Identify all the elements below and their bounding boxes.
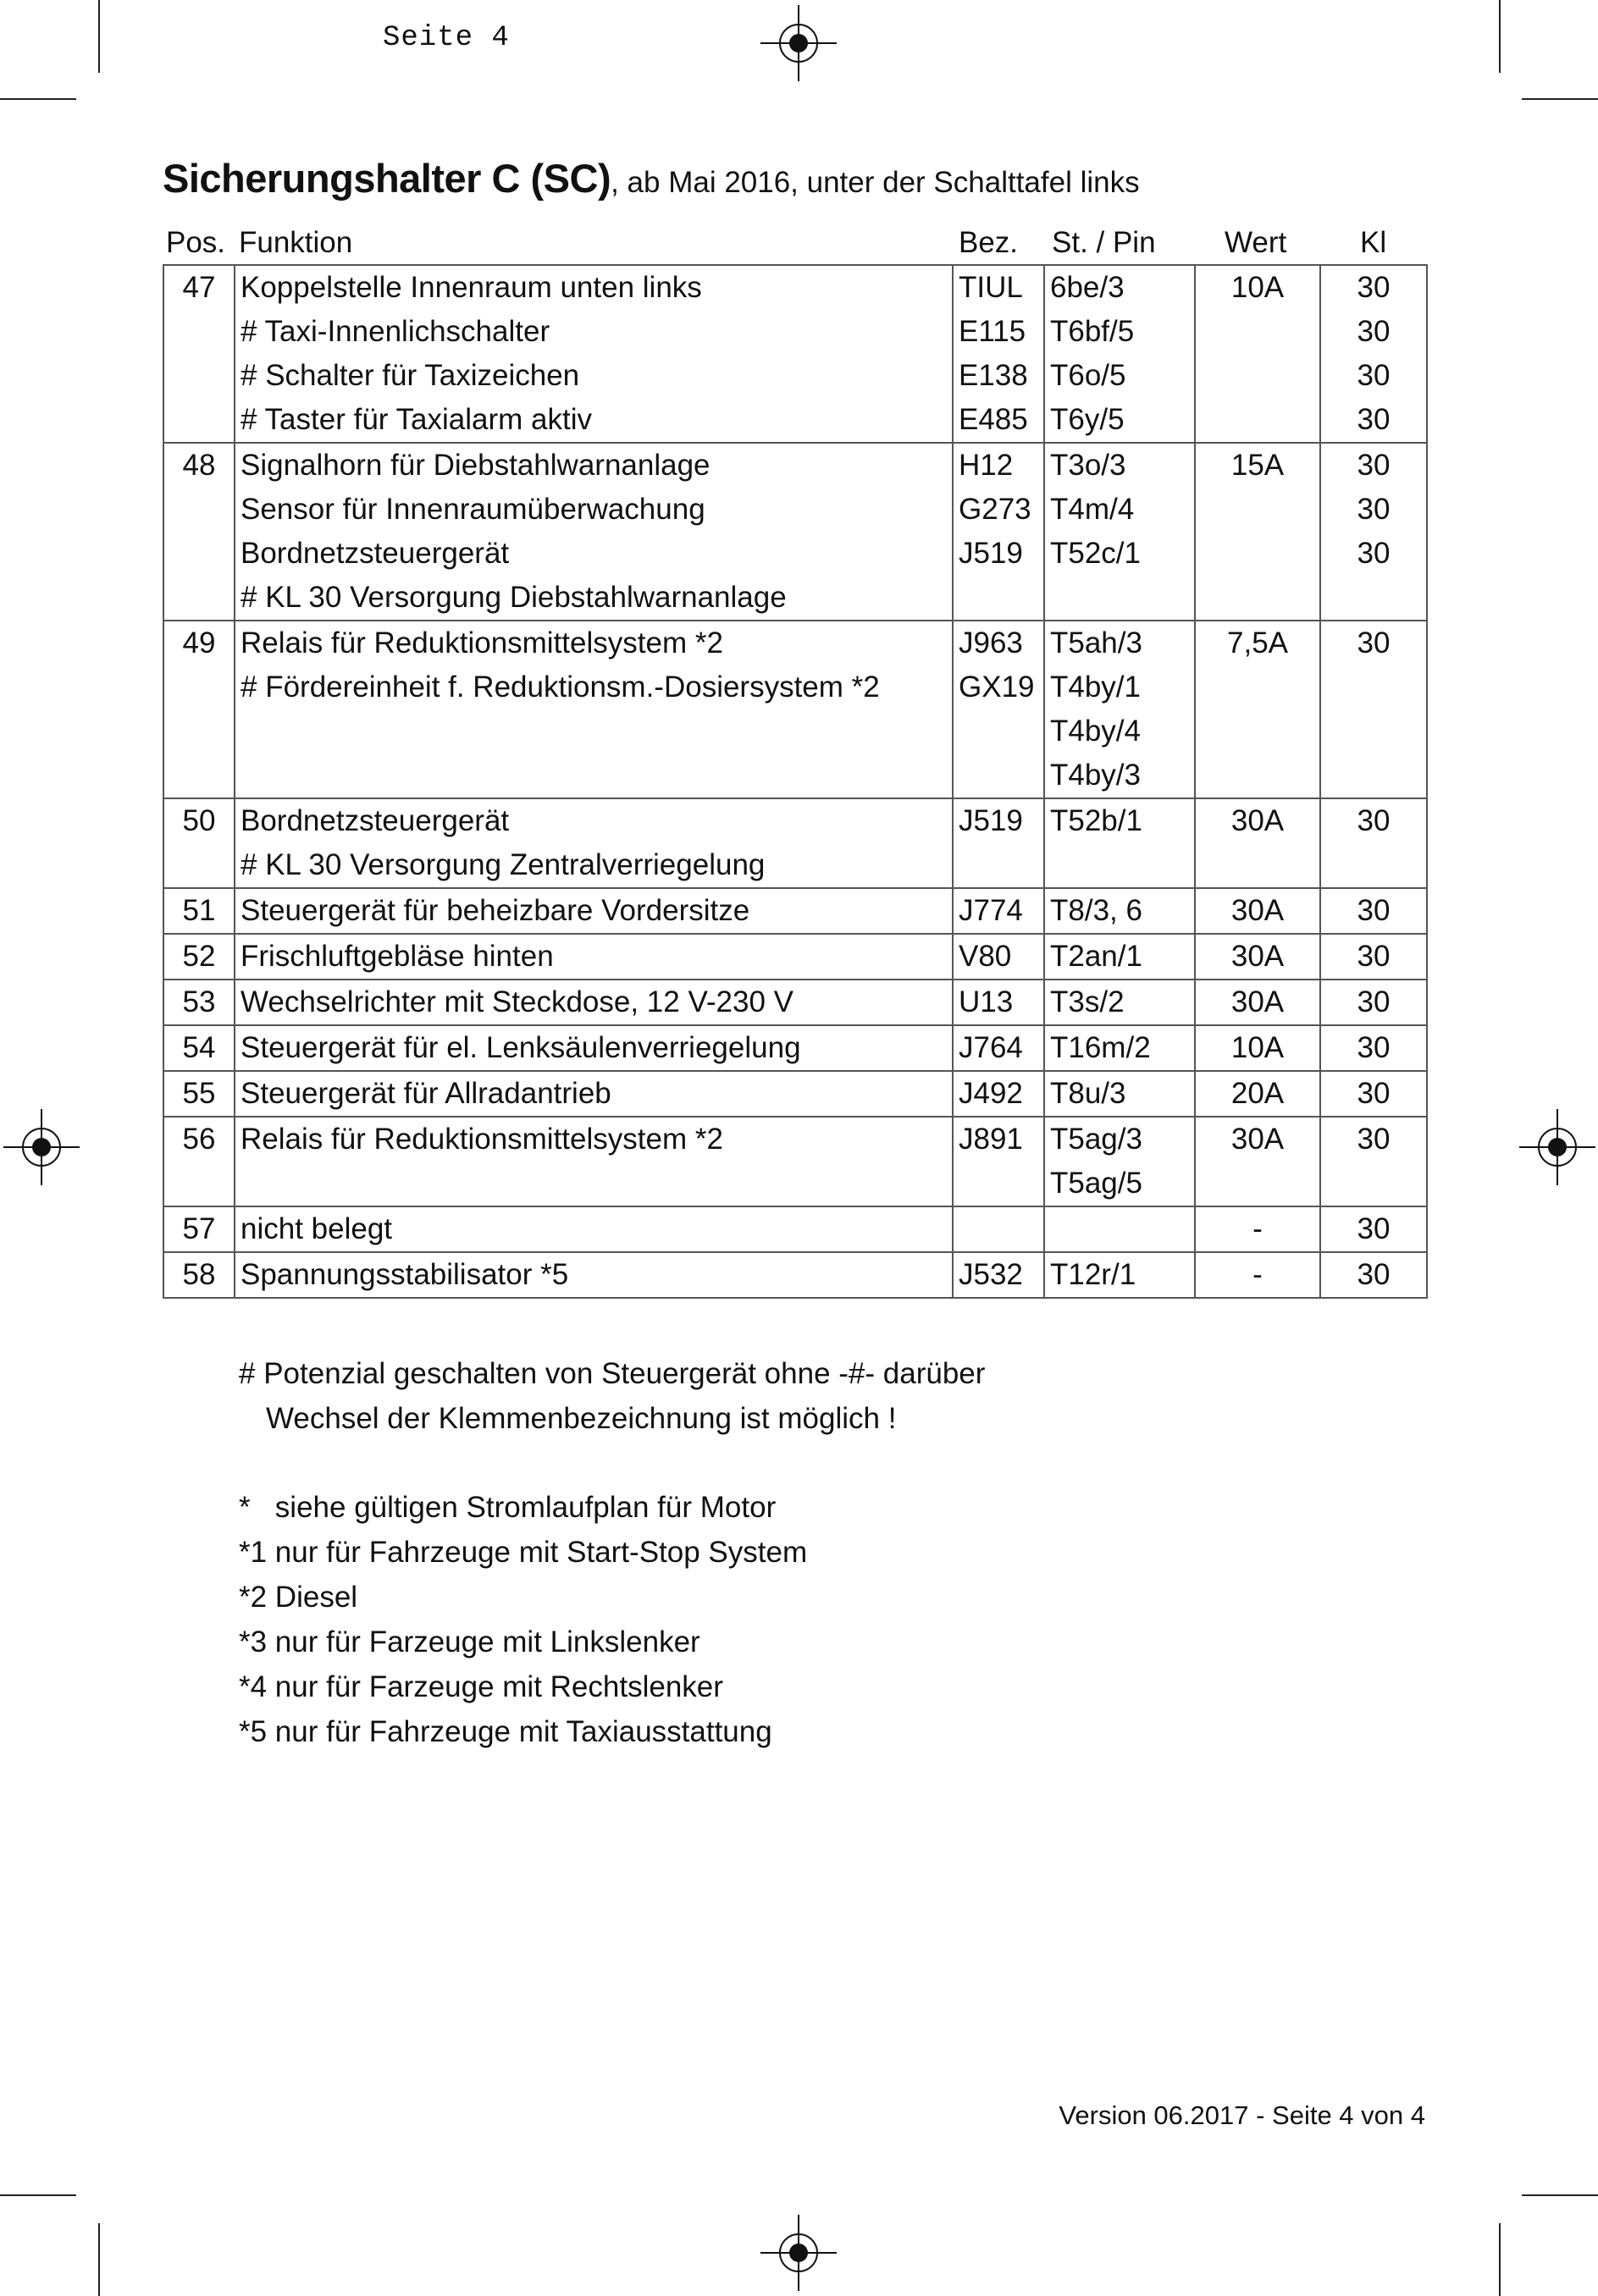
cell-pos: 56: [163, 1117, 235, 1162]
registration-mark-icon: [760, 5, 837, 81]
registration-mark-icon: [3, 1109, 80, 1185]
cell-bez: [953, 843, 1044, 888]
cell-kl: 30: [1320, 398, 1427, 443]
column-header-kl: Kl: [1360, 226, 1387, 259]
column-header-pos: Pos.: [166, 226, 226, 259]
cell-pin: [1044, 576, 1195, 621]
registration-mark-icon: [1519, 1109, 1595, 1185]
cell-pin: T12r/1: [1044, 1252, 1195, 1298]
cell-kl: 30: [1320, 310, 1427, 354]
footnote: *5 nur für Fahrzeuge mit Taxiausstattung: [239, 1715, 772, 1748]
cell-pos: 53: [163, 980, 235, 1025]
cell-funktion: [235, 709, 953, 753]
cell-kl: 30: [1320, 265, 1427, 310]
cell-pos: [163, 354, 235, 398]
cell-funktion: Steuergerät für beheizbare Vordersitze: [235, 888, 953, 934]
table-row: [163, 798, 1427, 843]
crop-mark: [1522, 98, 1598, 100]
cell-bez: J963: [953, 621, 1044, 665]
title-sub: , ab Mai 2016, unter der Schalttafel links: [611, 166, 1140, 199]
cell-pin: T52c/1: [1044, 532, 1195, 576]
cell-funktion: Wechselrichter mit Steckdose, 12 V-230 V: [235, 980, 953, 1025]
cell-pin: T4by/4: [1044, 709, 1195, 753]
cell-pos: [163, 576, 235, 621]
footnote: *1 nur für Fahrzeuge mit Start-Stop System: [239, 1536, 808, 1569]
cell-pin: T3o/3: [1044, 443, 1195, 488]
cell-wert: 10A: [1195, 265, 1320, 310]
cell-bez: U13: [953, 980, 1044, 1025]
cell-pos: [163, 488, 235, 532]
cell-pin: T6y/5: [1044, 398, 1195, 443]
cell-pos: 48: [163, 443, 235, 488]
cell-kl: 30: [1320, 1071, 1427, 1117]
page-header: Seite 4: [383, 22, 510, 54]
cell-pos: [163, 1162, 235, 1206]
cell-wert: 7,5A: [1195, 621, 1320, 665]
cell-kl: 30: [1320, 1025, 1427, 1071]
table-row: [163, 621, 1427, 665]
crop-mark: [98, 0, 100, 73]
cell-bez: H12: [953, 443, 1044, 488]
table-row: [163, 265, 1427, 310]
cell-funktion: # Fördereinheit f. Reduktionsm.-Dosiersystem *2: [235, 665, 953, 709]
cell-funktion: # Schalter für Taxizeichen: [235, 354, 953, 398]
cell-pos: 51: [163, 888, 235, 934]
cell-wert: [1195, 576, 1320, 621]
cell-kl: 30: [1320, 488, 1427, 532]
cell-bez: [953, 1206, 1044, 1252]
cell-pin: 6be/3: [1044, 265, 1195, 310]
table-row: [163, 709, 1427, 753]
cell-wert: 30A: [1195, 1117, 1320, 1162]
column-header-pin: St. / Pin: [1052, 226, 1156, 259]
registration-mark-icon: [760, 2215, 837, 2291]
cell-wert: -: [1195, 1206, 1320, 1252]
footnote: *3 nur für Farzeuge mit Linkslenker: [239, 1625, 700, 1659]
cell-pin: [1044, 843, 1195, 888]
table-row: [163, 443, 1427, 488]
cell-funktion: Signalhorn für Diebstahlwarnanlage: [235, 443, 953, 488]
cell-wert: 30A: [1195, 888, 1320, 934]
cell-bez: [953, 753, 1044, 798]
cell-bez: J774: [953, 888, 1044, 934]
cell-funktion: # Taxi-Innenlichschalter: [235, 310, 953, 354]
cell-kl: 30: [1320, 934, 1427, 980]
cell-bez: G273: [953, 488, 1044, 532]
cell-pin: T5ag/5: [1044, 1162, 1195, 1206]
table-row: [163, 398, 1427, 443]
cell-wert: [1195, 398, 1320, 443]
cell-pin: T52b/1: [1044, 798, 1195, 843]
cell-pin: T8/3, 6: [1044, 888, 1195, 934]
cell-pin: T6o/5: [1044, 354, 1195, 398]
cell-wert: 30A: [1195, 980, 1320, 1025]
cell-pin: [1044, 1206, 1195, 1252]
cell-bez: J532: [953, 1252, 1044, 1298]
cell-kl: [1320, 753, 1427, 798]
cell-wert: -: [1195, 1252, 1320, 1298]
cell-funktion: nicht belegt: [235, 1206, 953, 1252]
cell-funktion: Frischluftgebläse hinten: [235, 934, 953, 980]
footnotes: [239, 1485, 807, 1754]
cell-kl: [1320, 1162, 1427, 1206]
cell-pos: 49: [163, 621, 235, 665]
crop-mark: [1499, 2223, 1501, 2296]
cell-pos: 55: [163, 1071, 235, 1117]
cell-bez: J764: [953, 1025, 1044, 1071]
table-row: [163, 488, 1427, 532]
cell-funktion: # KL 30 Versorgung Zentralverriegelung: [235, 843, 953, 888]
crop-mark: [0, 2194, 76, 2196]
cell-funktion: [235, 1162, 953, 1206]
table-row: [163, 576, 1427, 621]
cell-wert: 15A: [1195, 443, 1320, 488]
cell-bez: J492: [953, 1071, 1044, 1117]
cell-funktion: Sensor für Innenraumüberwachung: [235, 488, 953, 532]
table-row: [163, 1025, 1427, 1071]
cell-kl: [1320, 665, 1427, 709]
fuse-table: [163, 264, 1428, 1299]
cell-kl: 30: [1320, 798, 1427, 843]
cell-kl: 30: [1320, 443, 1427, 488]
cell-wert: [1195, 310, 1320, 354]
cell-wert: [1195, 1162, 1320, 1206]
table-row: [163, 980, 1427, 1025]
column-header-funktion: Funktion: [239, 226, 353, 259]
footnote: *4 nur für Farzeuge mit Rechtslenker: [239, 1670, 723, 1703]
cell-pos: [163, 532, 235, 576]
cell-pos: 54: [163, 1025, 235, 1071]
cell-funktion: Steuergerät für Allradantrieb: [235, 1071, 953, 1117]
cell-bez: J519: [953, 532, 1044, 576]
crop-mark: [98, 2223, 100, 2296]
cell-bez: J891: [953, 1117, 1044, 1162]
table-row: [163, 665, 1427, 709]
table-row: [163, 354, 1427, 398]
footnote: *2 Diesel: [239, 1581, 358, 1614]
cell-funktion: [235, 753, 953, 798]
table-row: [163, 1117, 1427, 1162]
cell-pin: T4m/4: [1044, 488, 1195, 532]
cell-wert: 30A: [1195, 934, 1320, 980]
cell-pos: [163, 310, 235, 354]
cell-bez: [953, 709, 1044, 753]
cell-pos: 47: [163, 265, 235, 310]
cell-pin: T2an/1: [1044, 934, 1195, 980]
page-title: [163, 155, 1140, 201]
cell-wert: 30A: [1195, 798, 1320, 843]
table-row: [163, 888, 1427, 934]
table-row: [163, 1071, 1427, 1117]
cell-bez: V80: [953, 934, 1044, 980]
cell-wert: [1195, 843, 1320, 888]
cell-kl: [1320, 709, 1427, 753]
crop-mark: [0, 98, 76, 100]
cell-wert: [1195, 488, 1320, 532]
cell-funktion: Bordnetzsteuergerät: [235, 532, 953, 576]
table-row: [163, 1252, 1427, 1298]
cell-pin: T6bf/5: [1044, 310, 1195, 354]
cell-pos: 57: [163, 1206, 235, 1252]
cell-wert: 20A: [1195, 1071, 1320, 1117]
cell-kl: 30: [1320, 1117, 1427, 1162]
table-row: [163, 843, 1427, 888]
cell-kl: 30: [1320, 354, 1427, 398]
cell-bez: J519: [953, 798, 1044, 843]
notes: [239, 1351, 985, 1441]
table-row: [163, 310, 1427, 354]
cell-bez: [953, 576, 1044, 621]
cell-bez: E138: [953, 354, 1044, 398]
cell-pos: 52: [163, 934, 235, 980]
cell-wert: [1195, 532, 1320, 576]
cell-pin: T5ag/3: [1044, 1117, 1195, 1162]
cell-pos: [163, 398, 235, 443]
cell-kl: 30: [1320, 1206, 1427, 1252]
cell-bez: GX19: [953, 665, 1044, 709]
column-header-bez: Bez.: [959, 226, 1019, 259]
cell-bez: E485: [953, 398, 1044, 443]
cell-funktion: Steuergerät für el. Lenksäulenverriegelung: [235, 1025, 953, 1071]
cell-funktion: Spannungsstabilisator *5: [235, 1252, 953, 1298]
cell-funktion: # Taster für Taxialarm aktiv: [235, 398, 953, 443]
cell-kl: [1320, 843, 1427, 888]
cell-funktion: Koppelstelle Innenraum unten links: [235, 265, 953, 310]
title-main: Sicherungshalter C (SC): [163, 156, 611, 201]
cell-pin: T4by/3: [1044, 753, 1195, 798]
cell-funktion: Bordnetzsteuergerät: [235, 798, 953, 843]
cell-pos: 50: [163, 798, 235, 843]
cell-funktion: Relais für Reduktionsmittelsystem *2: [235, 1117, 953, 1162]
crop-mark: [1499, 0, 1501, 73]
cell-kl: [1320, 576, 1427, 621]
column-header-wert: Wert: [1225, 226, 1287, 259]
cell-pin: T8u/3: [1044, 1071, 1195, 1117]
cell-kl: 30: [1320, 621, 1427, 665]
cell-bez: [953, 1162, 1044, 1206]
cell-bez: E115: [953, 310, 1044, 354]
cell-wert: 10A: [1195, 1025, 1320, 1071]
cell-pos: [163, 709, 235, 753]
cell-kl: 30: [1320, 888, 1427, 934]
cell-wert: [1195, 709, 1320, 753]
cell-kl: 30: [1320, 1252, 1427, 1298]
cell-pos: [163, 753, 235, 798]
cell-pos: [163, 843, 235, 888]
version-footer: Version 06.2017 - Seite 4 von 4: [1059, 2100, 1425, 2130]
cell-pin: T4by/1: [1044, 665, 1195, 709]
cell-wert: [1195, 753, 1320, 798]
cell-kl: 30: [1320, 980, 1427, 1025]
table-row: [163, 1206, 1427, 1252]
cell-funktion: # KL 30 Versorgung Diebstahlwarnanlage: [235, 576, 953, 621]
cell-kl: 30: [1320, 532, 1427, 576]
cell-pin: T5ah/3: [1044, 621, 1195, 665]
crop-mark: [1522, 2194, 1598, 2196]
note-line: # Potenzial geschalten von Steuergerät ohne -#- darüber: [239, 1357, 986, 1390]
note-line: Wechsel der Klemmenbezeichnung ist möglich !: [266, 1402, 897, 1435]
cell-bez: TIUL: [953, 265, 1044, 310]
table-row: [163, 753, 1427, 798]
cell-wert: [1195, 354, 1320, 398]
cell-wert: [1195, 665, 1320, 709]
table-row: [163, 532, 1427, 576]
table-row: [163, 934, 1427, 980]
cell-pin: T16m/2: [1044, 1025, 1195, 1071]
table-row: [163, 1162, 1427, 1206]
cell-pin: T3s/2: [1044, 980, 1195, 1025]
cell-funktion: Relais für Reduktionsmittelsystem *2: [235, 621, 953, 665]
footnote: * siehe gültigen Stromlaufplan für Motor: [239, 1491, 777, 1524]
cell-pos: [163, 665, 235, 709]
cell-pos: 58: [163, 1252, 235, 1298]
